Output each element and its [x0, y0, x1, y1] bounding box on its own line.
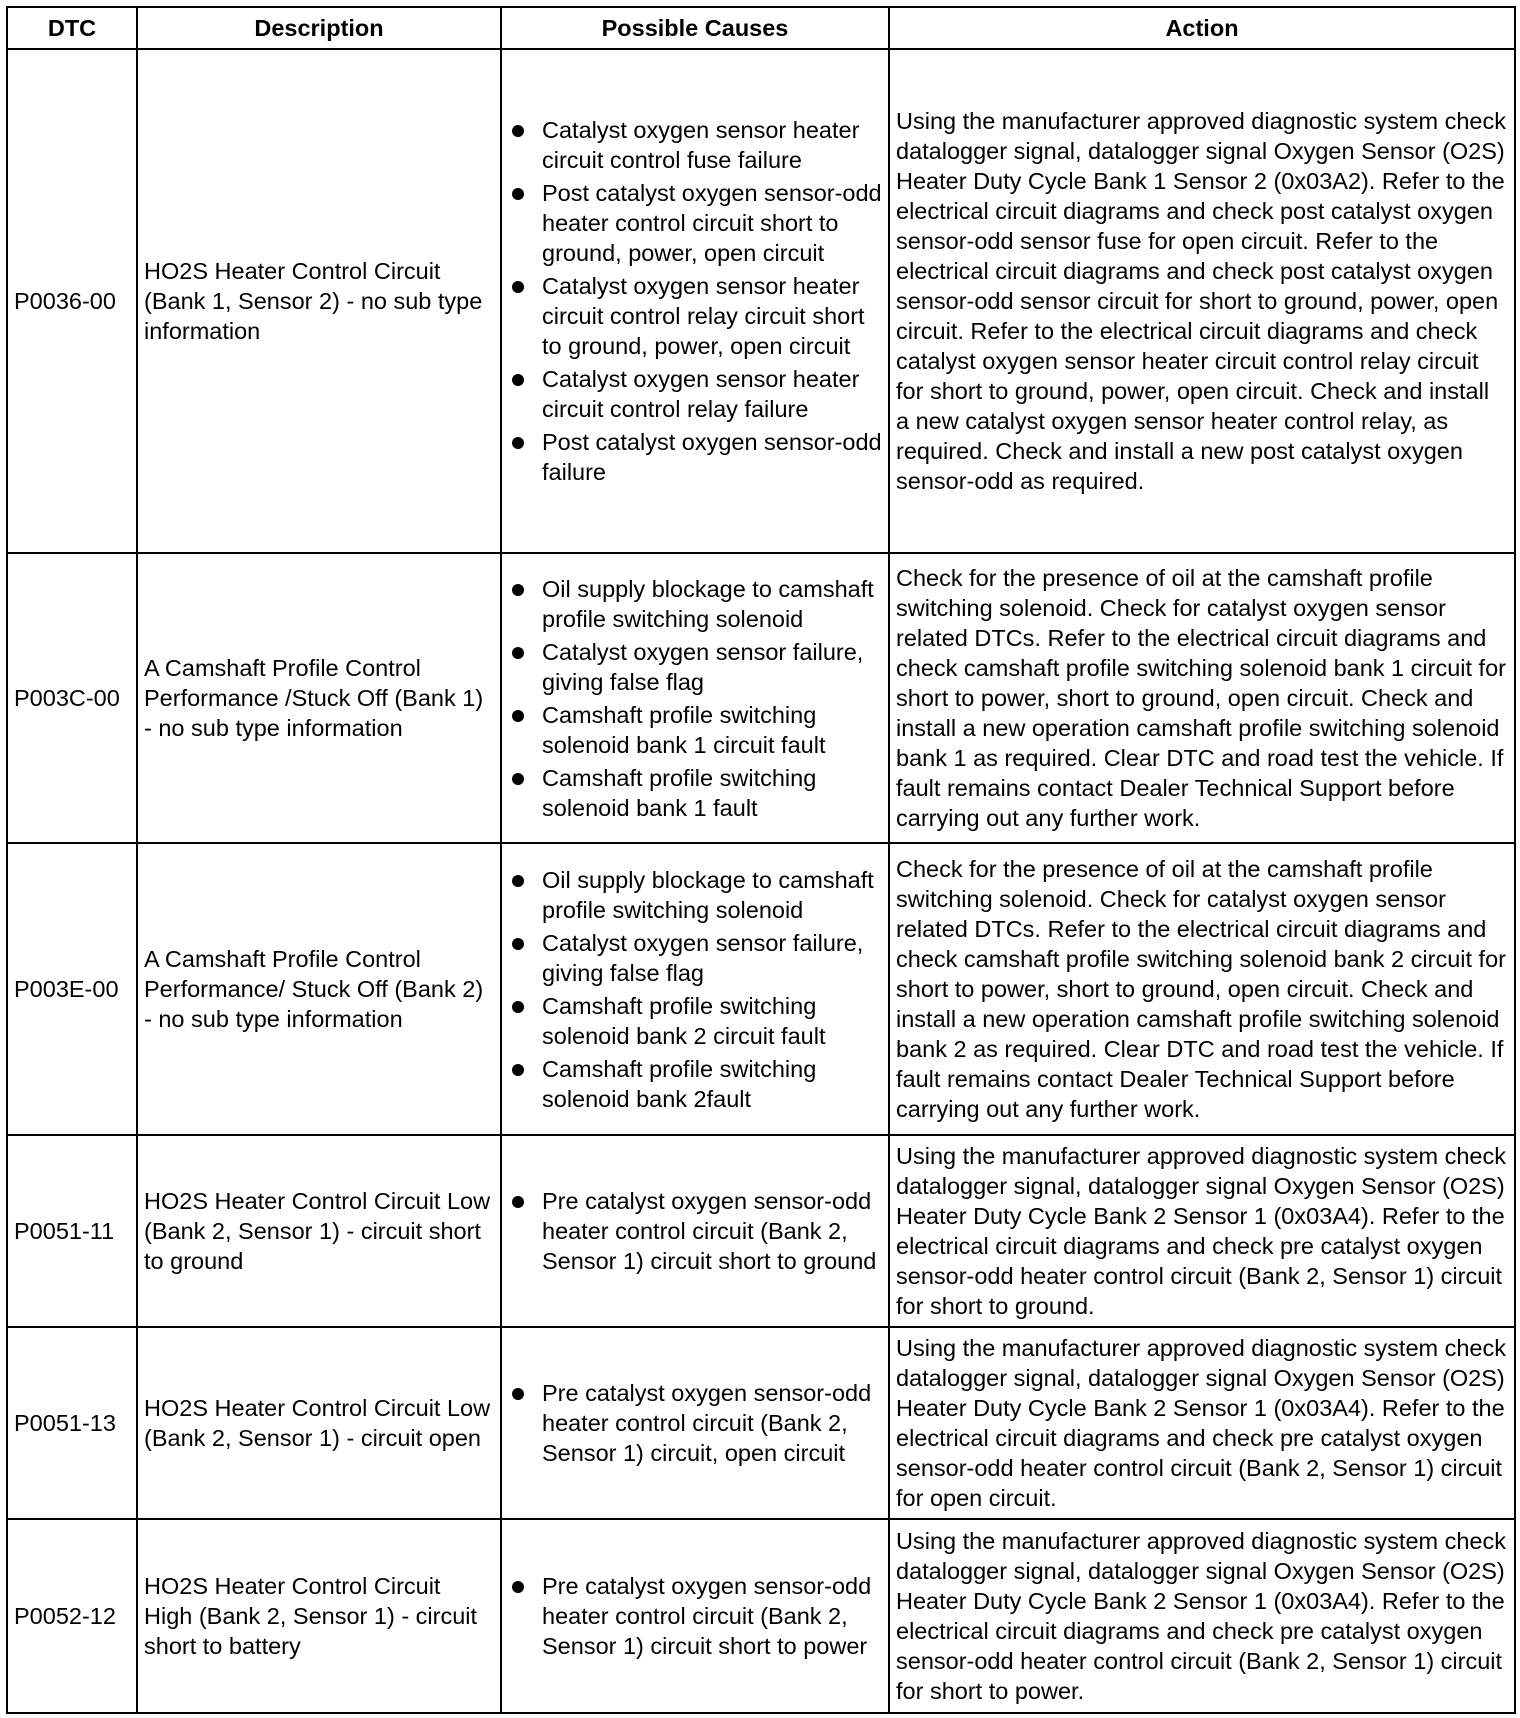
- header-row: [7, 7, 1515, 49]
- possible-causes: [501, 1327, 889, 1519]
- cause-item: Post catalyst oxygen sensor-odd failure: [508, 427, 882, 487]
- cause-item: Camshaft profile switching solenoid bank 2fault: [508, 1054, 882, 1114]
- cause-item: Post catalyst oxygen sensor-odd heater control circuit short to ground, power, open circuit: [508, 178, 882, 268]
- cause-item: Camshaft profile switching solenoid bank 2 circuit fault: [508, 991, 882, 1051]
- table-row: [7, 1327, 1515, 1519]
- dtc-description: A Camshaft Profile Control Performance/ Stuck Off (Bank 2) - no sub type information: [137, 843, 501, 1135]
- bullet-icon: [512, 1064, 524, 1076]
- action-text: Using the manufacturer approved diagnostic system check datalogger signal, datalogger signal Oxygen Sensor (O2S) Heater Duty Cycle Bank 2 Sensor 1 (0x03A4). Refer to the electrical circuit diagrams and check pre catalyst oxygen sensor-odd heater control circuit (Bank 2, Sensor 1) circuit for open circuit.: [889, 1327, 1515, 1519]
- dtc-description: HO2S Heater Control Circuit (Bank 1, Sensor 2) - no sub type information: [137, 49, 501, 553]
- bullet-icon: [512, 374, 524, 386]
- possible-causes: [501, 843, 889, 1135]
- bullet-icon: [512, 773, 524, 785]
- action-text: Check for the presence of oil at the camshaft profile switching solenoid. Check for catalyst oxygen sensor related DTCs. Refer to the electrical circuit diagrams and check camshaft profile switching solenoid bank 1 circuit for short to power, short to ground, open circuit. Check and install a new operation camshaft profile switching solenoid bank 1 as required. Clear DTC and road test the vehicle. If fault remains contact Dealer Technical Support before carrying out any further work.: [889, 553, 1515, 843]
- bullet-icon: [512, 125, 524, 137]
- bullet-icon: [512, 1581, 524, 1593]
- table-row: [7, 1135, 1515, 1327]
- document-page: [6, 6, 1514, 1712]
- bullet-icon: [512, 1388, 524, 1400]
- header-action: Action: [889, 7, 1515, 49]
- cause-item: Catalyst oxygen sensor failure, giving false flag: [508, 928, 882, 988]
- cause-item: Catalyst oxygen sensor failure, giving false flag: [508, 637, 882, 697]
- dtc-description: A Camshaft Profile Control Performance /Stuck Off (Bank 1) - no sub type information: [137, 553, 501, 843]
- bullet-icon: [512, 710, 524, 722]
- cause-item: Catalyst oxygen sensor heater circuit control fuse failure: [508, 115, 882, 175]
- dtc-code: P003C-00: [7, 553, 137, 843]
- cause-item: Camshaft profile switching solenoid bank 1 fault: [508, 763, 882, 823]
- action-text: Using the manufacturer approved diagnostic system check datalogger signal, datalogger signal Oxygen Sensor (O2S) Heater Duty Cycle Bank 1 Sensor 2 (0x03A2). Refer to the electrical circuit diagrams and check post catalyst oxygen sensor-odd sensor fuse for open circuit. Refer to the electrical circuit diagrams and check post catalyst oxygen sensor-odd sensor circuit for short to ground, power, open circuit. Refer to the electrical circuit diagrams and check catalyst oxygen sensor heater circuit control relay circuit for short to ground, power, open circuit. Check and install a new catalyst oxygen sensor heater control relay, as required. Check and install a new post catalyst oxygen sensor-odd as required.: [889, 49, 1515, 553]
- cause-item: Camshaft profile switching solenoid bank 1 circuit fault: [508, 700, 882, 760]
- header-possible-causes: Possible Causes: [501, 7, 889, 49]
- dtc-code: P0052-12: [7, 1519, 137, 1713]
- table-row: [7, 1519, 1515, 1713]
- table-row: [7, 553, 1515, 843]
- dtc-description: HO2S Heater Control Circuit Low (Bank 2, Sensor 1) - circuit open: [137, 1327, 501, 1519]
- dtc-code: P0051-13: [7, 1327, 137, 1519]
- bullet-icon: [512, 1001, 524, 1013]
- bullet-icon: [512, 584, 524, 596]
- bullet-icon: [512, 188, 524, 200]
- possible-causes: [501, 553, 889, 843]
- cause-item: Oil supply blockage to camshaft profile switching solenoid: [508, 865, 882, 925]
- bullet-icon: [512, 938, 524, 950]
- cause-item: Pre catalyst oxygen sensor-odd heater control circuit (Bank 2, Sensor 1) circuit short to ground: [508, 1186, 882, 1276]
- bullet-icon: [512, 281, 524, 293]
- bullet-icon: [512, 437, 524, 449]
- bullet-icon: [512, 875, 524, 887]
- possible-causes: [501, 1135, 889, 1327]
- bullet-icon: [512, 1196, 524, 1208]
- action-text: Check for the presence of oil at the camshaft profile switching solenoid. Check for catalyst oxygen sensor related DTCs. Refer to the electrical circuit diagrams and check camshaft profile switching solenoid bank 2 circuit for short to power, short to ground, open circuit. Check and install a new operation camshaft profile switching solenoid bank 2 as required. Clear DTC and road test the vehicle. If fault remains contact Dealer Technical Support before carrying out any further work.: [889, 843, 1515, 1135]
- cause-item: Pre catalyst oxygen sensor-odd heater control circuit (Bank 2, Sensor 1) circuit short to power: [508, 1571, 882, 1661]
- dtc-code: P0051-11: [7, 1135, 137, 1327]
- header-dtc: DTC: [7, 7, 137, 49]
- dtc-description: HO2S Heater Control Circuit Low (Bank 2, Sensor 1) - circuit short to ground: [137, 1135, 501, 1327]
- dtc-code: P0036-00: [7, 49, 137, 553]
- dtc-description: HO2S Heater Control Circuit High (Bank 2, Sensor 1) - circuit short to battery: [137, 1519, 501, 1713]
- dtc-table: [6, 6, 1516, 1714]
- dtc-code: P003E-00: [7, 843, 137, 1135]
- possible-causes: [501, 49, 889, 553]
- table-row: [7, 843, 1515, 1135]
- action-text: Using the manufacturer approved diagnostic system check datalogger signal, datalogger signal Oxygen Sensor (O2S) Heater Duty Cycle Bank 2 Sensor 1 (0x03A4). Refer to the electrical circuit diagrams and check pre catalyst oxygen sensor-odd heater control circuit (Bank 2, Sensor 1) circuit for short to ground.: [889, 1135, 1515, 1327]
- table-row: [7, 49, 1515, 553]
- action-text: Using the manufacturer approved diagnostic system check datalogger signal, datalogger signal Oxygen Sensor (O2S) Heater Duty Cycle Bank 2 Sensor 1 (0x03A4). Refer to the electrical circuit diagrams and check pre catalyst oxygen sensor-odd heater control circuit (Bank 2, Sensor 1) circuit for short to power.: [889, 1519, 1515, 1713]
- cause-item: Pre catalyst oxygen sensor-odd heater control circuit (Bank 2, Sensor 1) circuit, open circuit: [508, 1378, 882, 1468]
- cause-item: Catalyst oxygen sensor heater circuit control relay failure: [508, 364, 882, 424]
- bullet-icon: [512, 647, 524, 659]
- possible-causes: [501, 1519, 889, 1713]
- header-description: Description: [137, 7, 501, 49]
- cause-item: Catalyst oxygen sensor heater circuit control relay circuit short to ground, power, open circuit: [508, 271, 882, 361]
- cause-item: Oil supply blockage to camshaft profile switching solenoid: [508, 574, 882, 634]
